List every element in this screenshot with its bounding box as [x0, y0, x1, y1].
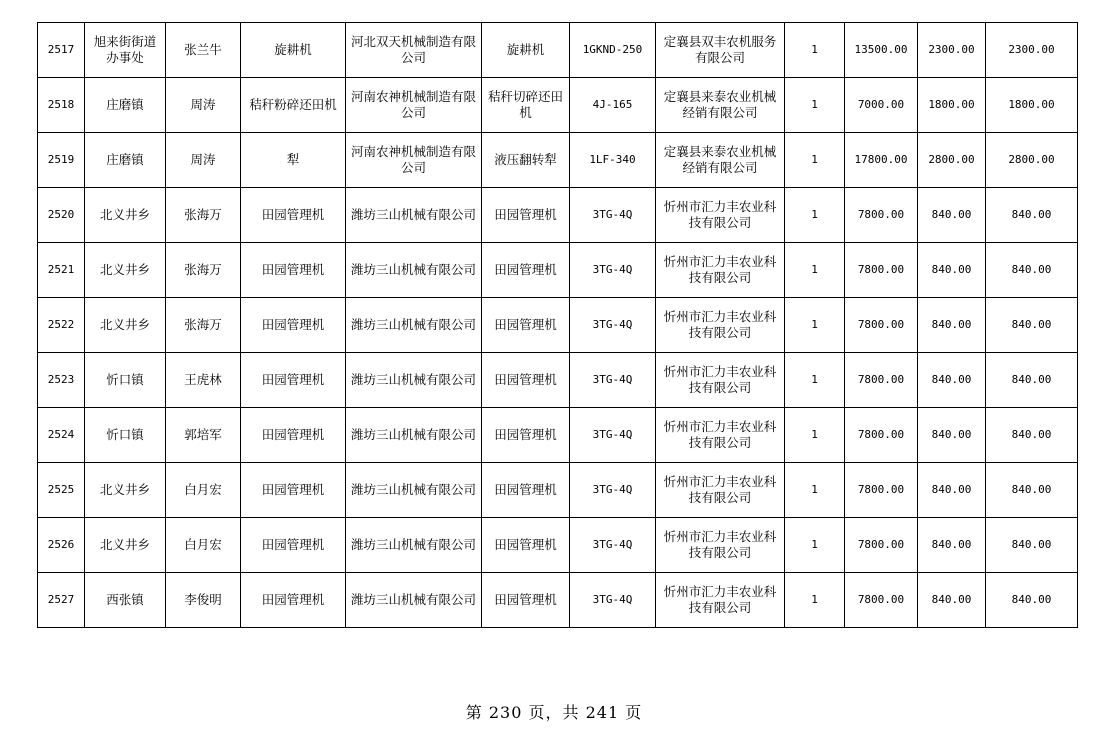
total-subsidy-cell: 840.00 — [986, 298, 1078, 353]
manufacturer-cell: 河北双天机械制造有限公司 — [346, 23, 482, 78]
subsidy-amount-cell: 840.00 — [918, 408, 986, 463]
dealer-cell: 忻州市汇力丰农业科技有限公司 — [656, 298, 785, 353]
manufacturer-cell: 潍坊三山机械有限公司 — [346, 408, 482, 463]
township-cell: 旭来街街道办事处 — [85, 23, 166, 78]
manufacturer-cell: 潍坊三山机械有限公司 — [346, 243, 482, 298]
model-cell: 3TG-4Q — [570, 518, 656, 573]
product-name-cell: 田园管理机 — [482, 408, 570, 463]
dealer-cell: 忻州市汇力丰农业科技有限公司 — [656, 518, 785, 573]
total-subsidy-cell: 2800.00 — [986, 133, 1078, 188]
product-name-cell: 田园管理机 — [482, 573, 570, 628]
buyer-name-cell: 白月宏 — [166, 518, 241, 573]
machine-category-cell: 田园管理机 — [241, 518, 346, 573]
product-name-cell: 秸秆切碎还田机 — [482, 78, 570, 133]
total-subsidy-cell: 840.00 — [986, 353, 1078, 408]
buyer-name-cell: 王虎林 — [166, 353, 241, 408]
total-subsidy-cell: 840.00 — [986, 243, 1078, 298]
buyer-name-cell: 张海万 — [166, 188, 241, 243]
model-cell: 3TG-4Q — [570, 353, 656, 408]
sale-price-cell: 7000.00 — [845, 78, 918, 133]
machine-category-cell: 田园管理机 — [241, 298, 346, 353]
subsidy-amount-cell: 840.00 — [918, 188, 986, 243]
quantity-cell: 1 — [785, 573, 845, 628]
total-subsidy-cell: 840.00 — [986, 463, 1078, 518]
buyer-name-cell: 郭培军 — [166, 408, 241, 463]
manufacturer-cell: 河南农神机械制造有限公司 — [346, 78, 482, 133]
quantity-cell: 1 — [785, 353, 845, 408]
total-subsidy-cell: 2300.00 — [986, 23, 1078, 78]
quantity-cell: 1 — [785, 463, 845, 518]
subsidy-amount-cell: 840.00 — [918, 243, 986, 298]
serial-number-cell: 2518 — [38, 78, 85, 133]
manufacturer-cell: 河南农神机械制造有限公司 — [346, 133, 482, 188]
total-subsidy-cell: 840.00 — [986, 188, 1078, 243]
buyer-name-cell: 周涛 — [166, 78, 241, 133]
table-row — [38, 463, 1078, 518]
subsidy-amount-cell: 2800.00 — [918, 133, 986, 188]
product-name-cell: 田园管理机 — [482, 518, 570, 573]
dealer-cell: 忻州市汇力丰农业科技有限公司 — [656, 188, 785, 243]
product-name-cell: 液压翻转犁 — [482, 133, 570, 188]
township-cell: 忻口镇 — [85, 408, 166, 463]
manufacturer-cell: 潍坊三山机械有限公司 — [346, 518, 482, 573]
model-cell: 3TG-4Q — [570, 188, 656, 243]
total-subsidy-cell: 1800.00 — [986, 78, 1078, 133]
machine-category-cell: 田园管理机 — [241, 408, 346, 463]
machine-category-cell: 田园管理机 — [241, 353, 346, 408]
serial-number-cell: 2519 — [38, 133, 85, 188]
sale-price-cell: 7800.00 — [845, 298, 918, 353]
dealer-cell: 忻州市汇力丰农业科技有限公司 — [656, 573, 785, 628]
total-subsidy-cell: 840.00 — [986, 518, 1078, 573]
total-subsidy-cell: 840.00 — [986, 408, 1078, 463]
quantity-cell: 1 — [785, 188, 845, 243]
table-row — [38, 518, 1078, 573]
serial-number-cell: 2524 — [38, 408, 85, 463]
buyer-name-cell: 李俊明 — [166, 573, 241, 628]
township-cell: 北义井乡 — [85, 188, 166, 243]
serial-number-cell: 2527 — [38, 573, 85, 628]
dealer-cell: 忻州市汇力丰农业科技有限公司 — [656, 243, 785, 298]
buyer-name-cell: 周涛 — [166, 133, 241, 188]
subsidy-amount-cell: 1800.00 — [918, 78, 986, 133]
manufacturer-cell: 潍坊三山机械有限公司 — [346, 573, 482, 628]
manufacturer-cell: 潍坊三山机械有限公司 — [346, 298, 482, 353]
subsidy-amount-cell: 840.00 — [918, 463, 986, 518]
model-cell: 3TG-4Q — [570, 298, 656, 353]
machine-category-cell: 田园管理机 — [241, 188, 346, 243]
dealer-cell: 定襄县来泰农业机械经销有限公司 — [656, 78, 785, 133]
sale-price-cell: 7800.00 — [845, 408, 918, 463]
manufacturer-cell: 潍坊三山机械有限公司 — [346, 188, 482, 243]
subsidy-amount-cell: 840.00 — [918, 353, 986, 408]
sale-price-cell: 13500.00 — [845, 23, 918, 78]
quantity-cell: 1 — [785, 78, 845, 133]
table-body — [38, 23, 1078, 628]
serial-number-cell: 2523 — [38, 353, 85, 408]
quantity-cell: 1 — [785, 298, 845, 353]
table-row — [38, 23, 1078, 78]
serial-number-cell: 2522 — [38, 298, 85, 353]
sale-price-cell: 17800.00 — [845, 133, 918, 188]
dealer-cell: 定襄县来泰农业机械经销有限公司 — [656, 133, 785, 188]
machine-category-cell: 秸秆粉碎还田机 — [241, 78, 346, 133]
sale-price-cell: 7800.00 — [845, 243, 918, 298]
machine-category-cell: 旋耕机 — [241, 23, 346, 78]
model-cell: 3TG-4Q — [570, 243, 656, 298]
subsidy-table — [37, 22, 1078, 628]
quantity-cell: 1 — [785, 243, 845, 298]
machine-category-cell: 犁 — [241, 133, 346, 188]
serial-number-cell: 2521 — [38, 243, 85, 298]
product-name-cell: 田园管理机 — [482, 463, 570, 518]
township-cell: 忻口镇 — [85, 353, 166, 408]
buyer-name-cell: 张兰牛 — [166, 23, 241, 78]
township-cell: 北义井乡 — [85, 243, 166, 298]
buyer-name-cell: 张海万 — [166, 298, 241, 353]
subsidy-amount-cell: 840.00 — [918, 573, 986, 628]
product-name-cell: 田园管理机 — [482, 353, 570, 408]
model-cell: 1LF-340 — [570, 133, 656, 188]
serial-number-cell: 2525 — [38, 463, 85, 518]
serial-number-cell: 2517 — [38, 23, 85, 78]
township-cell: 北义井乡 — [85, 518, 166, 573]
manufacturer-cell: 潍坊三山机械有限公司 — [346, 463, 482, 518]
table-row — [38, 408, 1078, 463]
table-row — [38, 298, 1078, 353]
dealer-cell: 忻州市汇力丰农业科技有限公司 — [656, 353, 785, 408]
subsidy-amount-cell: 2300.00 — [918, 23, 986, 78]
township-cell: 庄磨镇 — [85, 133, 166, 188]
table-row — [38, 243, 1078, 298]
table-row — [38, 573, 1078, 628]
township-cell: 庄磨镇 — [85, 78, 166, 133]
table-row — [38, 133, 1078, 188]
manufacturer-cell: 潍坊三山机械有限公司 — [346, 353, 482, 408]
product-name-cell: 旋耕机 — [482, 23, 570, 78]
quantity-cell: 1 — [785, 133, 845, 188]
quantity-cell: 1 — [785, 408, 845, 463]
product-name-cell: 田园管理机 — [482, 243, 570, 298]
sale-price-cell: 7800.00 — [845, 518, 918, 573]
buyer-name-cell: 张海万 — [166, 243, 241, 298]
total-subsidy-cell: 840.00 — [986, 573, 1078, 628]
dealer-cell: 忻州市汇力丰农业科技有限公司 — [656, 463, 785, 518]
machine-category-cell: 田园管理机 — [241, 573, 346, 628]
model-cell: 3TG-4Q — [570, 573, 656, 628]
sale-price-cell: 7800.00 — [845, 463, 918, 518]
table-row — [38, 353, 1078, 408]
buyer-name-cell: 白月宏 — [166, 463, 241, 518]
model-cell: 3TG-4Q — [570, 463, 656, 518]
sale-price-cell: 7800.00 — [845, 353, 918, 408]
model-cell: 3TG-4Q — [570, 408, 656, 463]
dealer-cell: 定襄县双丰农机服务有限公司 — [656, 23, 785, 78]
table-row — [38, 188, 1078, 243]
subsidy-amount-cell: 840.00 — [918, 298, 986, 353]
serial-number-cell: 2526 — [38, 518, 85, 573]
township-cell: 北义井乡 — [85, 298, 166, 353]
sale-price-cell: 7800.00 — [845, 188, 918, 243]
quantity-cell: 1 — [785, 23, 845, 78]
subsidy-amount-cell: 840.00 — [918, 518, 986, 573]
product-name-cell: 田园管理机 — [482, 188, 570, 243]
township-cell: 西张镇 — [85, 573, 166, 628]
serial-number-cell: 2520 — [38, 188, 85, 243]
machine-category-cell: 田园管理机 — [241, 243, 346, 298]
dealer-cell: 忻州市汇力丰农业科技有限公司 — [656, 408, 785, 463]
page-footer: 第 230 页，共 241 页 — [465, 703, 643, 722]
table-row — [38, 78, 1078, 133]
sale-price-cell: 7800.00 — [845, 573, 918, 628]
machine-category-cell: 田园管理机 — [241, 463, 346, 518]
quantity-cell: 1 — [785, 518, 845, 573]
model-cell: 4J-165 — [570, 78, 656, 133]
product-name-cell: 田园管理机 — [482, 298, 570, 353]
township-cell: 北义井乡 — [85, 463, 166, 518]
model-cell: 1GKND-250 — [570, 23, 656, 78]
